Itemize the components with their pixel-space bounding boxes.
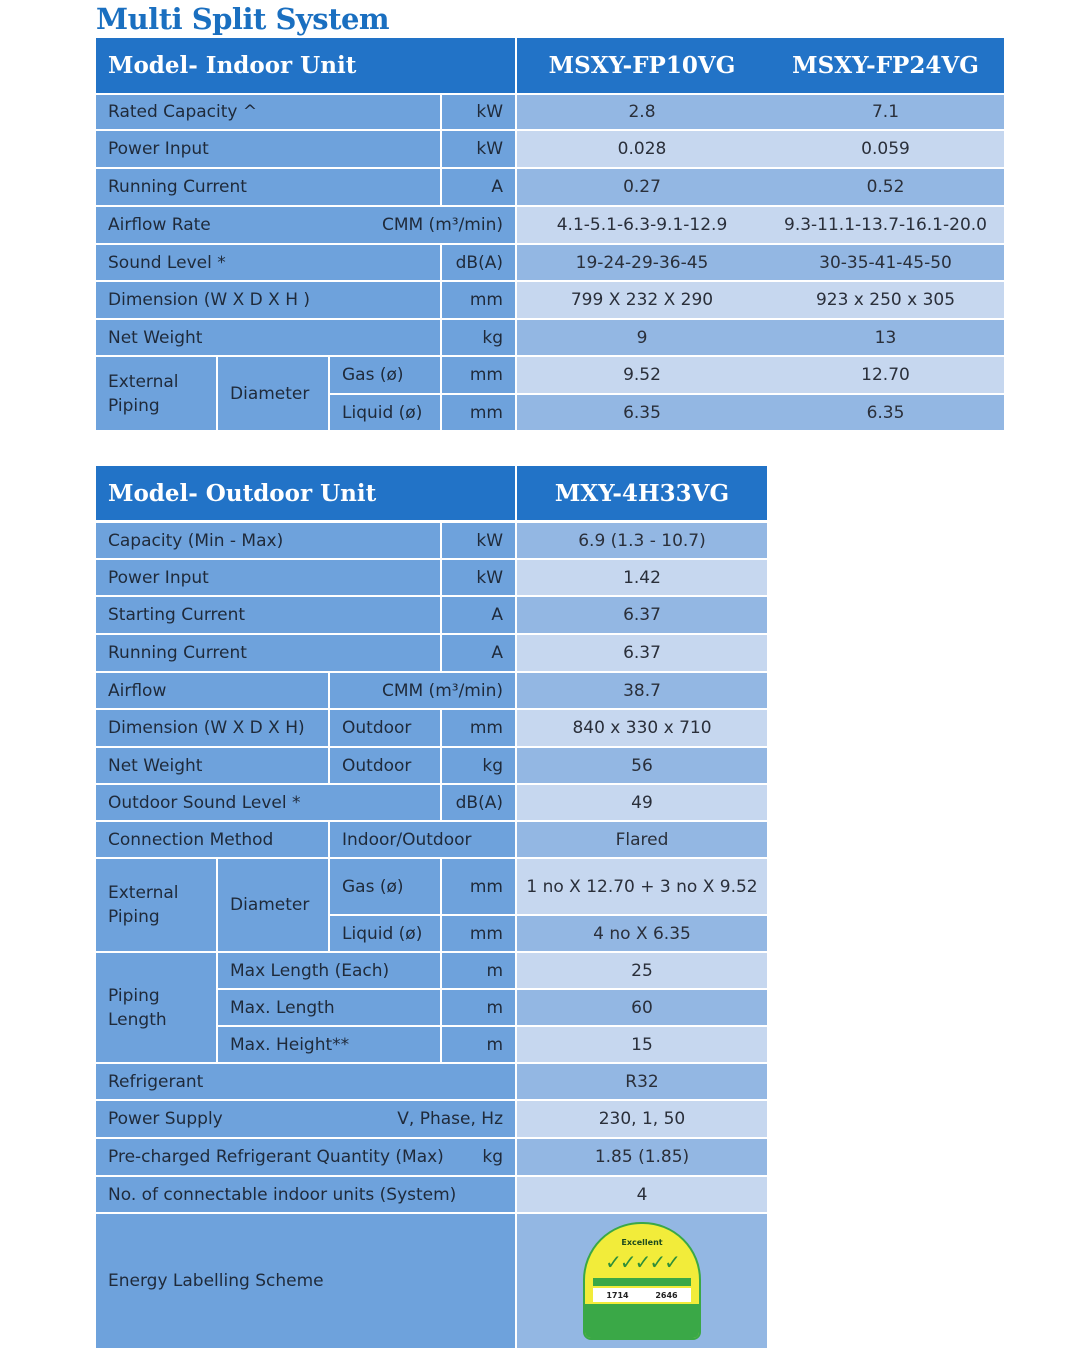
energy-rating-label: Excellent (621, 1238, 663, 1247)
row-unit: mm (442, 916, 515, 951)
row-value: 6.37 (517, 597, 767, 633)
row-unit: m (442, 953, 515, 988)
row-value: R32 (517, 1064, 767, 1099)
row-unit: V, Phase, Hz (397, 1109, 503, 1129)
row-label: Airflow (96, 673, 328, 708)
row-unit: dB(A) (442, 245, 515, 280)
row-value: 0.059 (767, 131, 1004, 167)
row-value: 9.52 (517, 357, 767, 393)
row-label: Airflow Rate (108, 215, 211, 235)
row-label: Dimension (W X D X H ) (96, 282, 440, 318)
row-value: 15 (517, 1027, 767, 1062)
row-value: 0.028 (517, 131, 767, 167)
row-unit: kW (442, 523, 515, 558)
energy-label-cell (517, 1214, 767, 1348)
row-value: 4 (517, 1177, 767, 1212)
row-label: Running Current (96, 169, 440, 205)
row-value: 30-35-41-45-50 (767, 245, 1004, 280)
row-label: Max. Length (218, 990, 440, 1025)
row-group-label: External Piping (96, 357, 216, 430)
row-value: 1.85 (1.85) (517, 1139, 767, 1175)
row-label-airflow (96, 207, 515, 243)
row-sub-label: Diameter (218, 357, 328, 430)
row-unit: mm (442, 395, 515, 430)
row-value: 56 (517, 748, 767, 783)
row-label: Power Supply (108, 1109, 223, 1129)
row-unit: mm (442, 859, 515, 914)
row-value: 13 (767, 320, 1004, 355)
energy-label-badge (583, 1222, 701, 1340)
row-value: 1.42 (517, 560, 767, 595)
row-value: 19-24-29-36-45 (517, 245, 767, 280)
indoor-model-2: MSXY-FP24VG (767, 38, 1004, 93)
row-label: Pre-charged Refrigerant Quantity (Max) (108, 1147, 444, 1167)
row-unit: kW (442, 560, 515, 595)
row-label: Gas (ø) (330, 859, 440, 914)
row-label: Liquid (ø) (330, 395, 440, 430)
row-unit: m (442, 990, 515, 1025)
row-unit: A (442, 169, 515, 205)
row-label: Max. Height** (218, 1027, 440, 1062)
row-value: 2.8 (517, 95, 767, 129)
page-title: Multi Split System (96, 2, 390, 36)
row-value: 9.3-11.1-13.7-16.1-20.0 (767, 207, 1004, 243)
row-unit: CMM (m³/min) (381, 215, 503, 235)
row-value: 6.35 (767, 395, 1004, 430)
row-value: 230, 1, 50 (517, 1101, 767, 1137)
row-label: Power Input (96, 560, 440, 595)
row-label: Refrigerant (96, 1064, 515, 1099)
row-label: Running Current (96, 635, 440, 671)
row-group-label: Piping Length (96, 953, 216, 1062)
row-value: 840 x 330 x 710 (517, 710, 767, 746)
row-unit: CMM (m³/min) (330, 673, 515, 708)
row-unit: mm (442, 282, 515, 318)
energy-bar (593, 1278, 691, 1286)
row-value: 12.70 (767, 357, 1004, 393)
row-unit: kW (442, 95, 515, 129)
row-label: Dimension (W X D X H) (96, 710, 328, 746)
indoor-header-label: Model- Indoor Unit (96, 38, 515, 93)
row-label: Net Weight (96, 320, 440, 355)
energy-footer (585, 1304, 699, 1338)
row-label-power-supply (96, 1101, 515, 1137)
row-sub-label: Indoor/Outdoor (330, 822, 515, 857)
row-label: Capacity (Min - Max) (96, 523, 440, 558)
row-label: Rated Capacity ^ (96, 95, 440, 129)
energy-figure-1: 1714 (606, 1290, 629, 1300)
row-unit: m (442, 1027, 515, 1062)
row-label: Liquid (ø) (330, 916, 440, 951)
row-unit: kW (442, 131, 515, 167)
row-value: 4 no X 6.35 (517, 916, 767, 951)
row-value: 0.27 (517, 169, 767, 205)
row-label: Net Weight (96, 748, 328, 783)
row-value: 6.35 (517, 395, 767, 430)
row-unit: mm (442, 357, 515, 393)
row-value: 6.9 (1.3 - 10.7) (517, 523, 767, 558)
row-sub-label: Diameter (218, 859, 328, 951)
row-unit: mm (442, 710, 515, 746)
indoor-model-1: MSXY-FP10VG (517, 38, 767, 93)
check-ticks-icon: ✓✓✓✓✓ (605, 1250, 679, 1274)
row-unit: kg (442, 748, 515, 783)
row-value: 799 X 232 X 290 (517, 282, 767, 318)
row-value: 4.1-5.1-6.3-9.1-12.9 (517, 207, 767, 243)
energy-figure-2: 2646 (655, 1290, 678, 1300)
row-value: 1 no X 12.70 + 3 no X 9.52 (517, 859, 767, 914)
row-value: 38.7 (517, 673, 767, 708)
row-unit: A (442, 597, 515, 633)
row-value: 49 (517, 785, 767, 820)
row-label: Gas (ø) (330, 357, 440, 393)
row-label: Max Length (Each) (218, 953, 440, 988)
row-value: 60 (517, 990, 767, 1025)
row-value: 6.37 (517, 635, 767, 671)
row-value: 25 (517, 953, 767, 988)
row-unit: kg (482, 1147, 503, 1167)
outdoor-model: MXY-4H33VG (517, 466, 767, 520)
row-label: Outdoor Sound Level * (96, 785, 440, 820)
row-label: Starting Current (96, 597, 440, 633)
row-label-precharged (96, 1139, 515, 1175)
row-value: 923 x 250 x 305 (767, 282, 1004, 318)
row-value: 0.52 (767, 169, 1004, 205)
row-label: No. of connectable indoor units (System) (96, 1177, 515, 1212)
row-group-label: External Piping (96, 859, 216, 951)
row-sub-label: Outdoor (330, 748, 440, 783)
row-unit: dB(A) (442, 785, 515, 820)
row-sub-label: Outdoor (330, 710, 440, 746)
row-value: 7.1 (767, 95, 1004, 129)
row-unit: kg (442, 320, 515, 355)
row-unit: A (442, 635, 515, 671)
row-value: Flared (517, 822, 767, 857)
energy-figures (593, 1288, 691, 1302)
row-value: 9 (517, 320, 767, 355)
row-label: Power Input (96, 131, 440, 167)
row-label: Connection Method (96, 822, 328, 857)
row-label: Sound Level * (96, 245, 440, 280)
outdoor-header-label: Model- Outdoor Unit (96, 466, 515, 520)
row-label: Energy Labelling Scheme (96, 1214, 515, 1348)
